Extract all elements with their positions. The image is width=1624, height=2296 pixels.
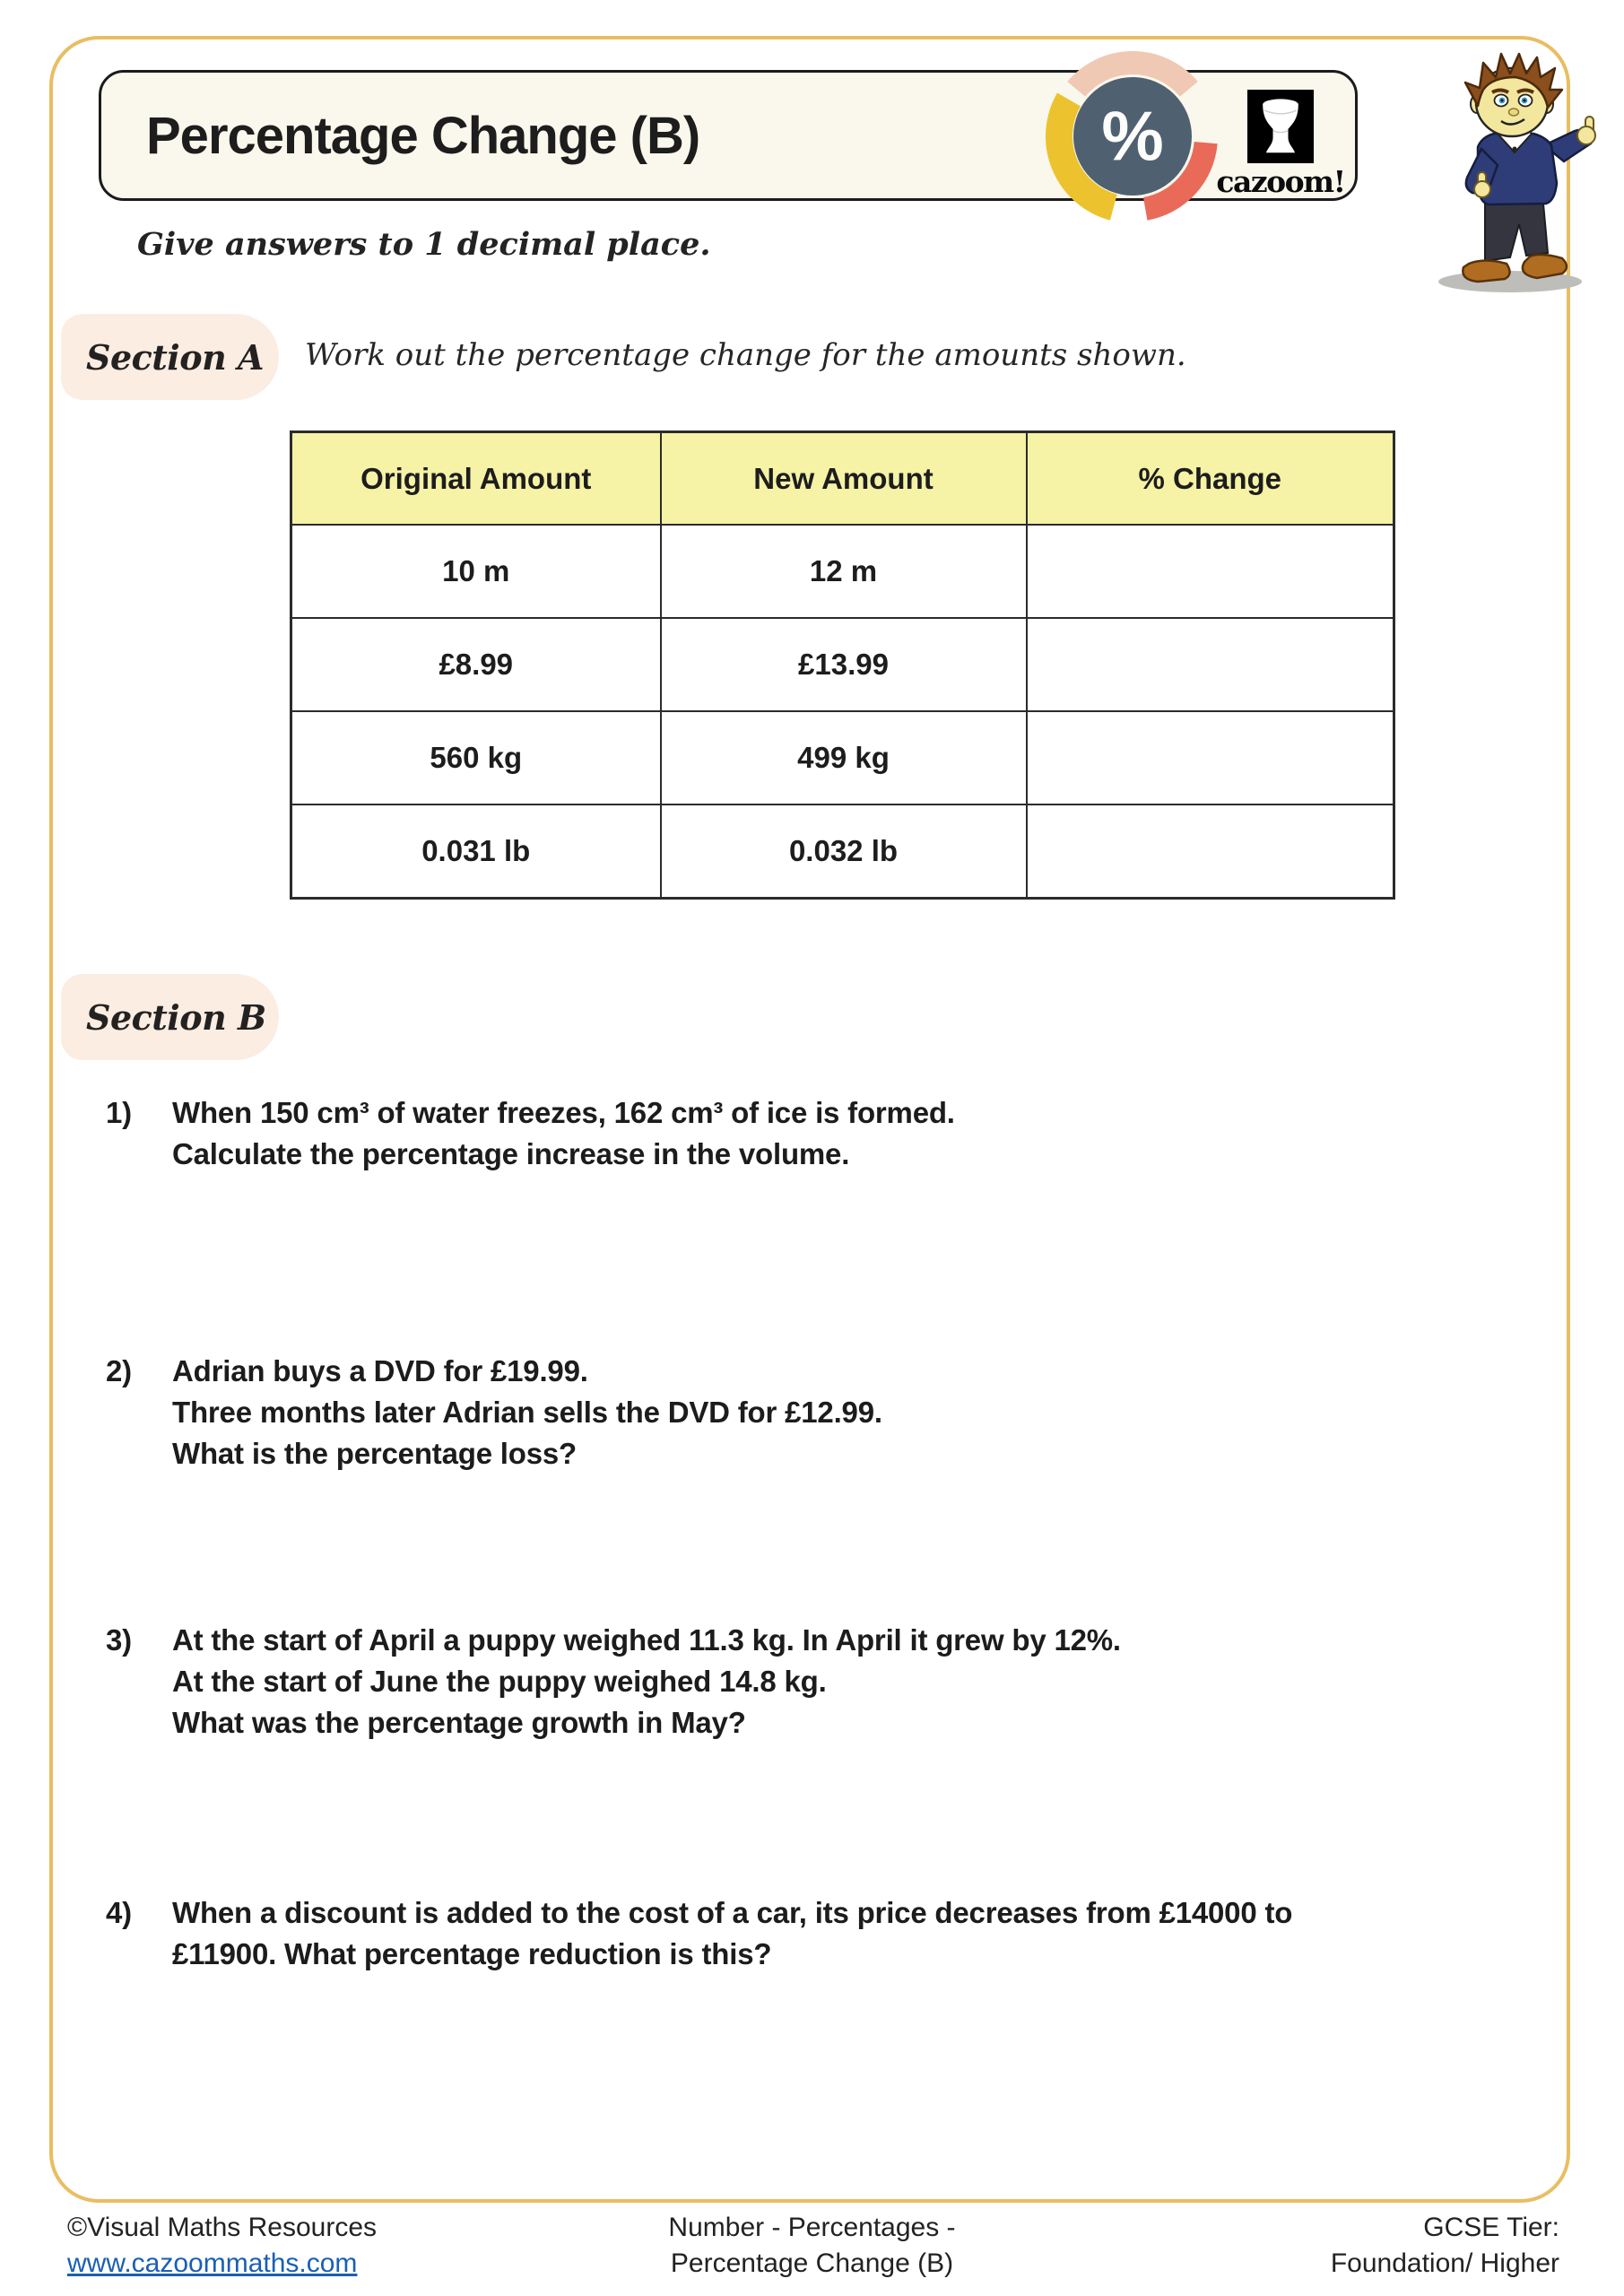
cell-change-answer: [1027, 525, 1394, 618]
cell-original: £8.99: [291, 618, 661, 711]
question-1: [106, 1092, 1523, 1175]
cell-new: 0.032 lb: [661, 804, 1027, 899]
cell-original: 0.031 lb: [291, 804, 661, 899]
question-text: When a discount is added to the cost of a car, its price decreases from £14000 to £11900. What percentage reduction is this?: [172, 1896, 1293, 1970]
percent-badge-icon: [1043, 47, 1222, 226]
cell-new: £13.99: [661, 618, 1027, 711]
section-a-label: [61, 314, 279, 400]
question-4: [106, 1892, 1523, 1975]
table-row: [291, 711, 1394, 804]
answers-instruction: Give answers to 1 decimal place.: [137, 226, 711, 263]
question-text: Adrian buys a DVD for £19.99. Three months later Adrian sells the DVD for £12.99. What is the percentage loss?: [172, 1354, 882, 1470]
category-line-2: Percentage Change (B): [670, 2248, 954, 2278]
table-row: [291, 804, 1394, 899]
question-2: [106, 1351, 1523, 1474]
table-row: [291, 525, 1394, 618]
cazoom-logo-text: cazoom!: [1216, 164, 1345, 199]
question-number: 1): [106, 1096, 132, 1129]
question-3: [106, 1620, 1523, 1744]
cell-original: 10 m: [291, 525, 661, 618]
tier-value: Foundation/ Higher: [1330, 2248, 1559, 2278]
cell-original: 560 kg: [291, 711, 661, 804]
cell-change-answer: [1027, 804, 1394, 899]
col-header-percent-change: % Change: [1027, 432, 1394, 526]
col-header-original-amount: Original Amount: [291, 432, 661, 526]
page-title: Percentage Change (B): [146, 106, 700, 165]
section-a-instruction: Work out the percentage change for the amounts shown.: [305, 337, 1186, 373]
question-number: 3): [106, 1623, 132, 1657]
question-text: When 150 cm³ of water freezes, 162 cm³ of ice is formed. Calculate the percentage increase in the volume.: [172, 1096, 955, 1170]
table-row: [291, 618, 1394, 711]
col-header-new-amount: New Amount: [661, 432, 1027, 526]
cell-new: 499 kg: [661, 711, 1027, 804]
tier-label: GCSE Tier:: [1423, 2213, 1559, 2242]
category-line-1: Number - Percentages -: [668, 2213, 956, 2242]
percentage-change-table: [290, 430, 1395, 900]
footer-right: [1331, 2210, 1559, 2282]
cell-change-answer: [1027, 711, 1394, 804]
website-link[interactable]: www.cazoommaths.com: [67, 2248, 358, 2278]
copyright-text: ©Visual Maths Resources: [67, 2213, 378, 2242]
cazoom-logo: [1209, 90, 1352, 199]
section-b-label-text: Section B: [86, 996, 266, 1038]
section-b-label: [61, 974, 279, 1060]
table-header-row: [291, 432, 1394, 526]
question-number: 4): [106, 1896, 132, 1929]
question-number: 2): [106, 1354, 132, 1387]
question-text: At the start of April a puppy weighed 11.3 kg. In April it grew by 12%. At the start of June the puppy weighed 14.8 kg. What was the percentage growth in May?: [172, 1623, 1121, 1739]
cell-new: 12 m: [661, 525, 1027, 618]
percent-symbol: %: [1101, 96, 1164, 176]
djembe-drum-icon: [1247, 90, 1314, 163]
section-a-label-text: Section A: [86, 336, 264, 378]
cell-change-answer: [1027, 618, 1394, 711]
mascot-boy-illustration: [1410, 52, 1623, 296]
